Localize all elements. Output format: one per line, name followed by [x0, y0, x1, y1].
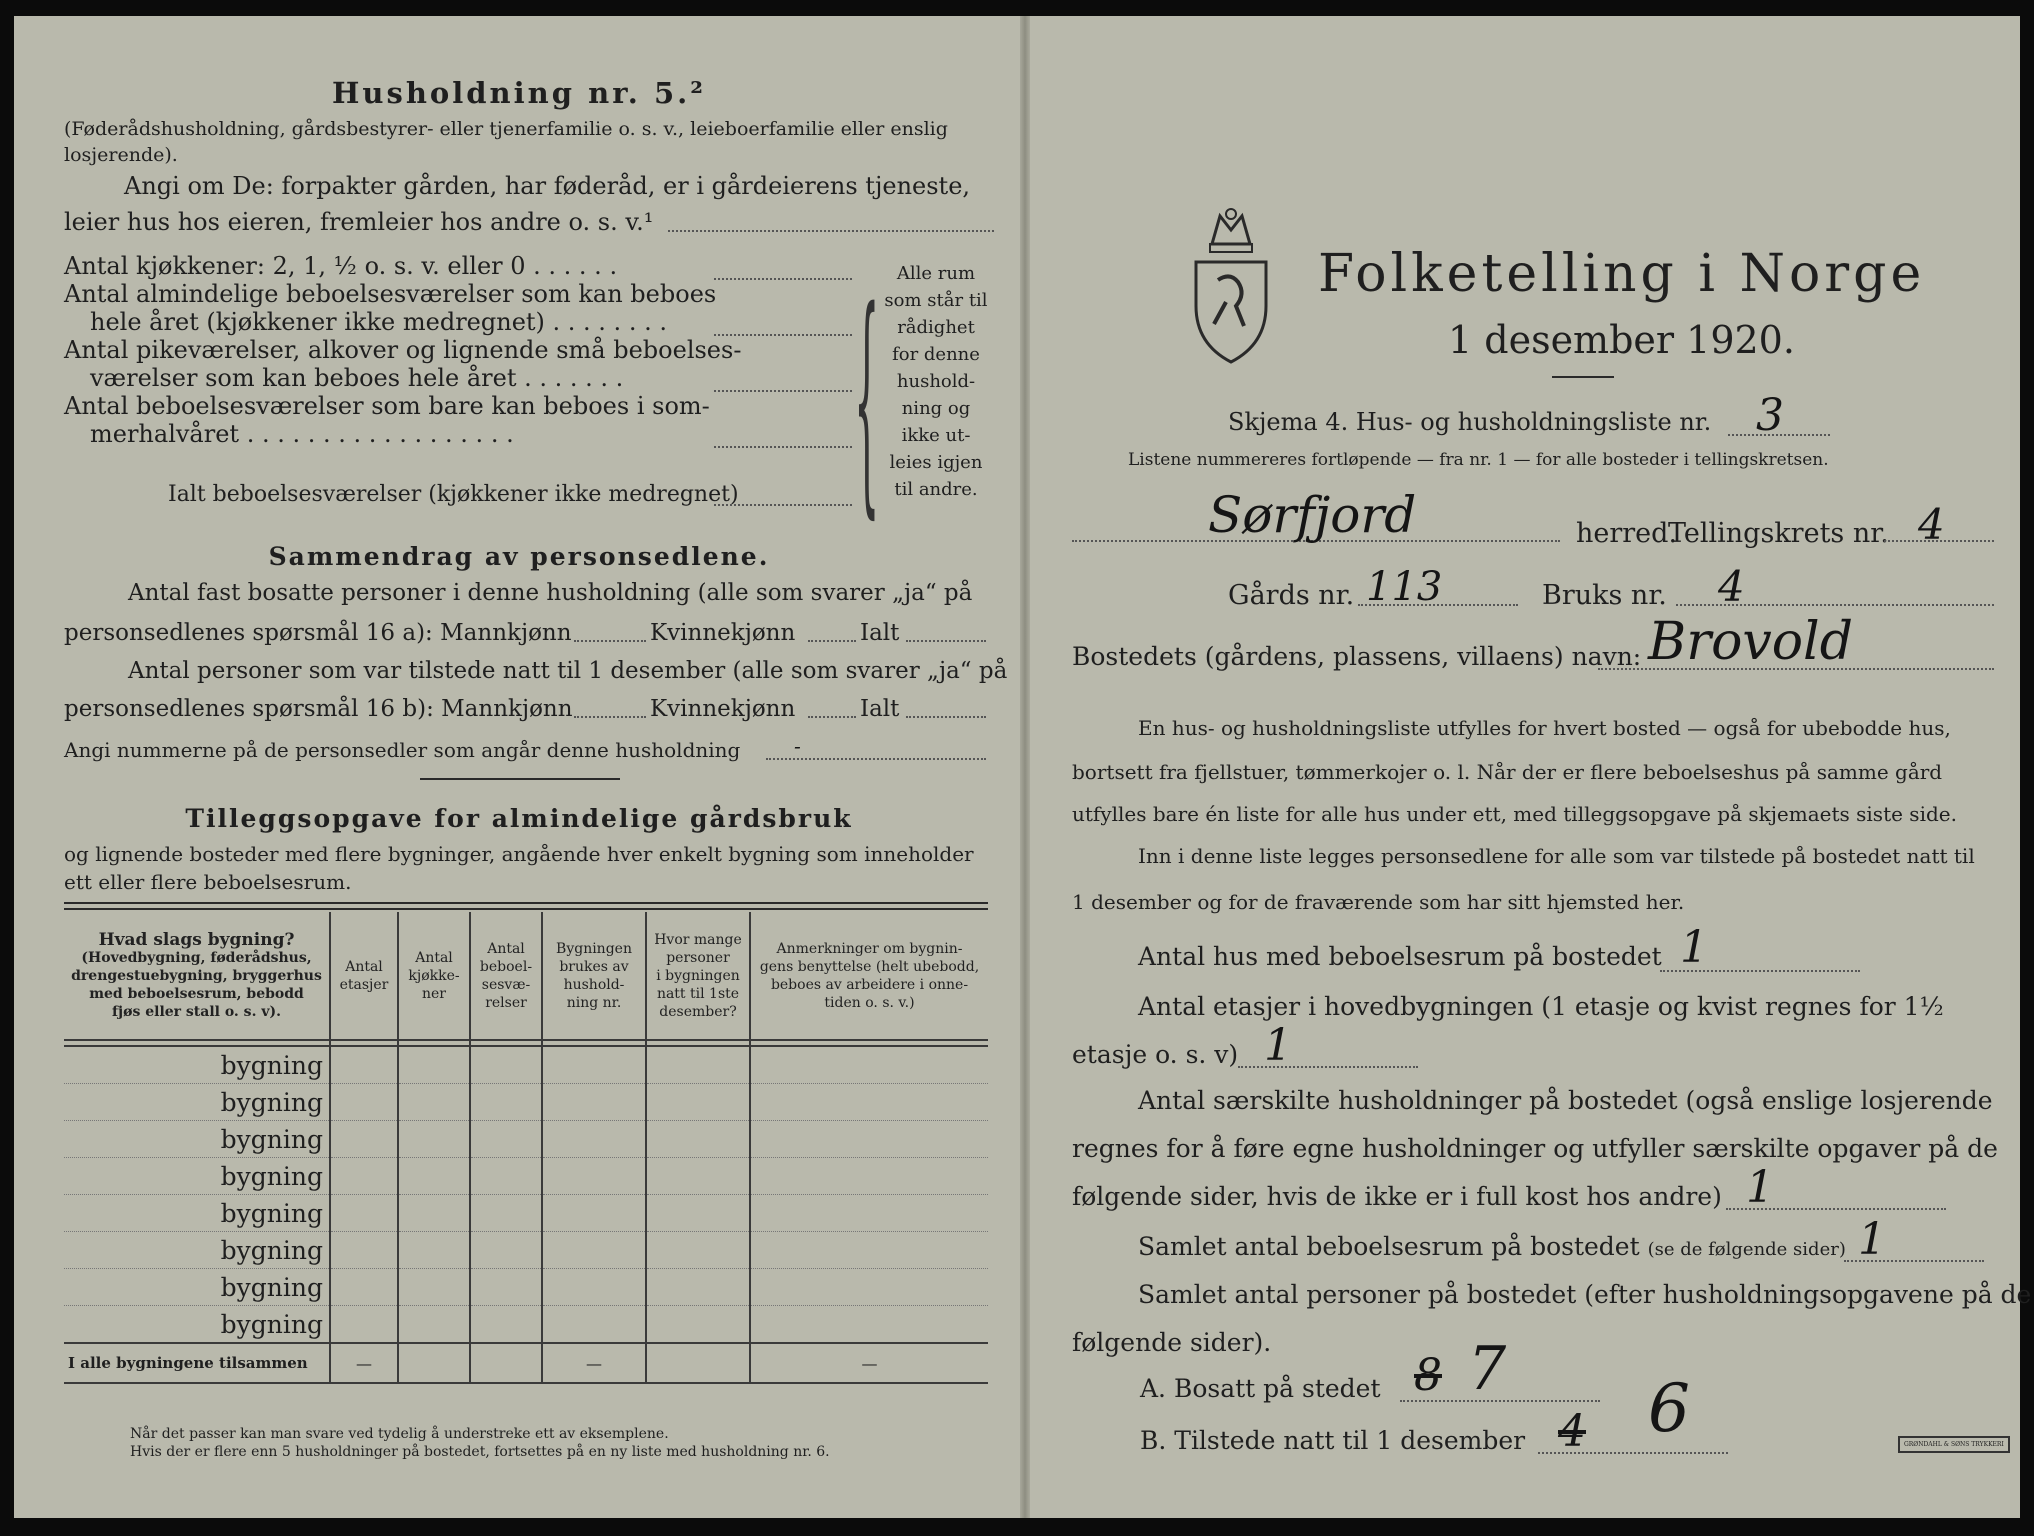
left-page — [14, 16, 1024, 1518]
separator — [420, 778, 620, 780]
p2-male-field[interactable] — [574, 716, 646, 718]
qb-label: B. Tilstede natt til 1 desember — [1140, 1426, 1526, 1455]
note-line: Alle rum — [896, 263, 976, 284]
census-form-sheet — [14, 16, 2032, 1518]
total-floors[interactable]: — — [330, 1343, 398, 1383]
table-top-rule-2 — [64, 908, 988, 910]
header-text: Hvad slags bygning? — [98, 929, 295, 950]
summary-p1-a: Antal fast bosatte personer i denne husholdning (alle som svarer „ja“ på — [128, 580, 973, 606]
p2-total-label: Ialt — [860, 696, 900, 722]
header-text: beboel- — [479, 958, 533, 975]
cell[interactable] — [750, 1121, 988, 1158]
cell[interactable] — [542, 1306, 646, 1344]
total-household[interactable]: — — [542, 1343, 646, 1383]
supplement-heading: Tilleggsopgave for almindelige gårdsbruk — [185, 804, 853, 833]
cell[interactable] — [470, 1121, 542, 1158]
header-text: Bygningen — [556, 940, 632, 957]
note-line: for denne — [892, 344, 980, 365]
total-kitchens[interactable] — [398, 1343, 470, 1383]
cell[interactable] — [330, 1046, 398, 1084]
cell[interactable] — [750, 1195, 988, 1232]
q4-label-small: (se de følgende sider) — [1647, 1239, 1846, 1260]
summary-heading: Sammendrag av personsedlene. — [268, 542, 770, 571]
coat-of-arms-icon — [1190, 206, 1272, 366]
row-label: bygning — [64, 1269, 330, 1306]
header-kitchens — [398, 912, 470, 1040]
q3-line-b: regnes for å føre egne husholdninger og utfyller særskilte opgaver på de — [1072, 1134, 1998, 1163]
schema-label: Skjema 4. Hus- og husholdningsliste nr. — [1228, 408, 1712, 436]
cell[interactable] — [750, 1269, 988, 1306]
q3-value: 1 — [1746, 1162, 1774, 1213]
note-line: ikke ut- — [901, 425, 971, 446]
row-label: bygning — [64, 1046, 330, 1084]
cell[interactable] — [750, 1158, 988, 1195]
total-rooms-field[interactable] — [714, 504, 852, 506]
cell[interactable] — [470, 1046, 542, 1084]
q1-value: 1 — [1680, 922, 1708, 973]
row-label: bygning — [64, 1306, 330, 1344]
bracket-icon: { — [854, 266, 880, 542]
cell[interactable] — [646, 1046, 750, 1084]
total-remarks[interactable]: — — [861, 1353, 878, 1373]
table-row — [64, 1046, 988, 1084]
p1-total-field[interactable] — [906, 640, 986, 642]
header-rooms — [470, 912, 542, 1040]
q4-value: 1 — [1858, 1214, 1886, 1265]
header-text: relser — [485, 994, 527, 1011]
note-line: til andre. — [894, 479, 978, 500]
main-title: Folketelling i Norge — [1318, 244, 1926, 304]
title-rule — [1552, 376, 1614, 378]
cell[interactable] — [470, 1306, 542, 1344]
schema-value: 3 — [1756, 390, 1784, 441]
p2-total-field[interactable] — [906, 716, 986, 718]
cell[interactable] — [750, 1084, 988, 1121]
common-rooms-line: Antal almindelige beboelsesværelser som kan beboes — [64, 280, 717, 308]
instruction-answer-line[interactable] — [668, 230, 994, 232]
cell[interactable] — [398, 1158, 470, 1195]
cell[interactable] — [470, 1158, 542, 1195]
row-label: bygning — [64, 1158, 330, 1195]
q4-label — [1138, 1232, 1846, 1261]
header-text: brukes av — [559, 958, 629, 975]
cell[interactable] — [470, 1195, 542, 1232]
header-text: kjøkke- — [408, 967, 460, 984]
table-row — [64, 1269, 988, 1306]
rooms-block — [64, 252, 741, 448]
summer-rooms-field[interactable] — [714, 446, 852, 448]
cell[interactable] — [398, 1046, 470, 1084]
bosted-value: Brovold — [1648, 612, 1853, 672]
qb-struck-value: 4 — [1558, 1406, 1586, 1457]
household-title: Husholdning nr. 5.² — [332, 76, 706, 110]
printer-mark: GRØNDAHL & SØNS TRYKKERI — [1898, 1436, 2010, 1453]
table-row — [64, 1084, 988, 1121]
table-total-row — [64, 1343, 988, 1383]
note-line: leies igjen — [889, 452, 983, 473]
qb-value: 6 — [1648, 1370, 1690, 1447]
qa-value: 7 — [1468, 1334, 1507, 1404]
instruction-line-2: leier hus hos eieren, fremleier hos andre o. s. v.¹ — [64, 208, 654, 236]
q3-line-a: Antal særskilte husholdninger på bostedet (også enslige losjerende — [1138, 1086, 1993, 1115]
p2-female-label: Kvinnekjønn — [650, 696, 796, 722]
census-date: 1 desember 1920. — [1448, 318, 1795, 362]
summary-p3: Angi nummerne på de personsedler som angår denne husholdning — [64, 738, 741, 762]
header-floors — [330, 912, 398, 1040]
cell[interactable] — [646, 1195, 750, 1232]
cell[interactable] — [330, 1269, 398, 1306]
table-row — [64, 1232, 988, 1269]
cell[interactable] — [470, 1232, 542, 1269]
cell[interactable] — [750, 1232, 988, 1269]
cell[interactable] — [330, 1121, 398, 1158]
note-line: rådighet — [897, 317, 975, 338]
header-household — [542, 912, 646, 1040]
cell[interactable] — [330, 1306, 398, 1344]
header-text: beboes av arbeidere i onne- — [770, 976, 969, 993]
q4-label-text: Samlet antal beboelsesrum på bostedet — [1138, 1232, 1640, 1261]
header-text: gens benyttelse (helt ubebodd, — [759, 958, 980, 975]
table-header — [64, 912, 988, 1040]
header-text: drengestuebygning, bryggerhus — [71, 967, 322, 984]
q2-value: 1 — [1264, 1020, 1292, 1071]
header-text: tiden o. s. v.) — [824, 994, 915, 1011]
cell[interactable] — [542, 1046, 646, 1084]
cell[interactable] — [330, 1084, 398, 1121]
krets-label: Tellingskrets nr. — [1668, 518, 1889, 549]
cell[interactable] — [542, 1084, 646, 1121]
cell[interactable] — [398, 1269, 470, 1306]
qa-struck-value: 8 — [1414, 1350, 1442, 1401]
header-text: (Hovedbygning, føderådshus, — [81, 949, 312, 966]
p1-female-field[interactable] — [808, 640, 856, 642]
total-rooms-line: Ialt beboelsesværelser (kjøkkener ikke medregnet) — [168, 482, 739, 507]
cell[interactable] — [398, 1232, 470, 1269]
header-text: etasjer — [339, 976, 389, 993]
supplement-text-1: og lignende bosteder med flere bygninger, angående hver enkelt bygning som inneholder — [64, 842, 974, 866]
schema-note: Listene nummereres fortløpende — fra nr. 1 — for alle bosteder i tellingskretsen. — [1128, 450, 1829, 470]
herred-label: herred. — [1576, 518, 1678, 549]
row-label: bygning — [64, 1232, 330, 1269]
header-text: fjøs eller stall o. s. v). — [112, 1003, 281, 1020]
p1-male-field[interactable] — [574, 640, 646, 642]
bruks-value: 4 — [1718, 562, 1745, 611]
cell[interactable] — [542, 1158, 646, 1195]
right-page — [1028, 16, 2032, 1518]
cell[interactable] — [542, 1121, 646, 1158]
cell[interactable] — [646, 1121, 750, 1158]
cell[interactable] — [646, 1232, 750, 1269]
gards-value: 113 — [1366, 564, 1443, 610]
cell[interactable] — [542, 1269, 646, 1306]
note-line: hushold- — [896, 371, 976, 392]
summary-p2-b: personsedlenes spørsmål 16 b): Mannkjønn — [64, 696, 573, 722]
instruction-line-1: Angi om De: forpakter gården, har føderåd, er i gårdeierens tjeneste, — [124, 172, 971, 200]
cell[interactable] — [542, 1232, 646, 1269]
common-rooms-field[interactable] — [714, 334, 852, 336]
cell[interactable] — [646, 1158, 750, 1195]
header-text: natt til 1ste — [656, 985, 740, 1002]
maid-rooms-line-2: værelser som kan beboes hele året . . . . . . . — [90, 364, 624, 392]
household-subtitle: (Føderådshusholdning, gårdsbestyrer- eller tjenerfamilie o. s. v., leieboerfamilie eller enslig losjerende). — [64, 118, 948, 166]
header-text: desember? — [659, 1003, 737, 1020]
cell[interactable] — [646, 1306, 750, 1344]
cell[interactable] — [750, 1046, 988, 1084]
header-text: sesvæ- — [481, 976, 531, 993]
table-top-rule — [64, 902, 988, 904]
q5-line-b: følgende sider). — [1072, 1328, 1272, 1357]
cell[interactable] — [330, 1195, 398, 1232]
kitchens-line: Antal kjøkkener: 2, 1, ½ o. s. v. eller 0 . . . . . . — [64, 252, 618, 280]
qa-label: A. Bosatt på stedet — [1140, 1374, 1381, 1403]
header-text: med beboelsesrum, bebodd — [89, 985, 304, 1002]
header-persons — [646, 912, 750, 1040]
note-line: som står til — [884, 290, 988, 311]
gards-label: Gårds nr. — [1228, 580, 1355, 611]
cell[interactable] — [542, 1195, 646, 1232]
footnote-2: Hvis der er flere enn 5 husholdninger på bostedet, fortsettes på en ny liste med husholdning nr. 6. — [130, 1444, 830, 1460]
cell[interactable] — [398, 1306, 470, 1344]
cell[interactable] — [330, 1158, 398, 1195]
maid-rooms-field[interactable] — [714, 390, 852, 392]
cell[interactable] — [470, 1084, 542, 1121]
table-row — [64, 1306, 988, 1344]
bruks-label: Bruks nr. — [1542, 580, 1667, 611]
p2-female-field[interactable] — [808, 716, 856, 718]
header-text: ning nr. — [566, 994, 622, 1011]
bracket-note — [876, 260, 996, 503]
row-label: bygning — [64, 1084, 330, 1121]
footnote-1: Når det passer kan man svare ved tydelig å understreke ett av eksemplene. — [130, 1426, 669, 1442]
header-text: Antal — [345, 958, 383, 975]
header-text: i bygningen — [656, 967, 740, 984]
table-row — [64, 1121, 988, 1158]
supplement-text-2: ett eller flere beboelsesrum. — [64, 870, 352, 894]
personsedler-field[interactable] — [766, 758, 986, 760]
summary-p2-a: Antal personer som var tilstede natt til 1 desember (alle som svarer „ja“ på — [128, 658, 1008, 684]
cell[interactable] — [398, 1121, 470, 1158]
row-label: bygning — [64, 1195, 330, 1232]
cell[interactable] — [398, 1084, 470, 1121]
cell[interactable] — [646, 1269, 750, 1306]
summary-p1-b: personsedlenes spørsmål 16 a): Mannkjønn — [64, 620, 572, 646]
info-line-4: Inn i denne liste legges personsedlene for alle som var tilstede på bostedet natt til — [1138, 844, 1975, 868]
summer-rooms-line: Antal beboelsesværelser som bare kan beboes i som- — [64, 392, 710, 420]
header-text: ner — [422, 985, 446, 1002]
q3-line-c: følgende sider, hvis de ikke er i full kost hos andre) — [1072, 1182, 1722, 1211]
q5-line-a: Samlet antal personer på bostedet (efter husholdningsopgavene på de — [1138, 1280, 2032, 1309]
header-building-type — [64, 912, 330, 1040]
summer-rooms-line-2: merhalvåret . . . . . . . . . . . . . . . . . . — [90, 420, 514, 448]
kitchens-field[interactable] — [714, 278, 852, 280]
krets-value: 4 — [1918, 500, 1945, 549]
header-text: Anmerkninger om bygnin- — [776, 940, 963, 957]
header-text: Hvor mange — [654, 931, 742, 948]
info-line-2: bortsett fra fjellstuer, tømmerkojer o. l. Når der er flere beboelseshus på samme gård — [1072, 760, 1943, 784]
p1-total-label: Ialt — [860, 620, 900, 646]
herred-value: Sørfjord — [1208, 486, 1417, 544]
q1-label: Antal hus med beboelsesrum på bostedet — [1138, 942, 1662, 971]
header-text: hushold- — [563, 976, 625, 993]
q2-label-b: etasje o. s. v) — [1072, 1040, 1239, 1069]
p1-female-label: Kvinnekjønn — [650, 620, 796, 646]
building-table — [64, 912, 988, 1384]
info-line-5: 1 desember og for de fraværende som har sitt hjemsted her. — [1072, 890, 1685, 914]
table-row — [64, 1158, 988, 1195]
header-remarks — [750, 912, 988, 1040]
cell[interactable] — [470, 1269, 542, 1306]
maid-rooms-line: Antal pikeværelser, alkover og lignende små beboelses- — [64, 336, 742, 364]
bosted-label: Bostedets (gårdens, plassens, villaens) navn: — [1072, 642, 1642, 671]
cell[interactable] — [330, 1232, 398, 1269]
info-line-3: utfylles bare én liste for alle hus under ett, med tilleggsopgave på skjemaets siste side. — [1072, 802, 1957, 826]
header-text: personer — [666, 949, 730, 966]
total-label: I alle bygningene tilsammen — [64, 1343, 330, 1383]
total-persons[interactable] — [646, 1343, 750, 1383]
header-text: Antal — [415, 949, 453, 966]
q2-label-a: Antal etasjer i hovedbygningen (1 etasje og kvist regnes for 1½ — [1138, 992, 1944, 1021]
note-line: ning og — [901, 398, 971, 419]
total-rooms[interactable] — [470, 1343, 542, 1383]
row-label: bygning — [64, 1121, 330, 1158]
common-rooms-line-2: hele året (kjøkkener ikke medregnet) . . . . . . . . — [90, 308, 667, 336]
header-text: Antal — [487, 940, 525, 957]
cell[interactable] — [750, 1306, 988, 1344]
cell[interactable] — [398, 1195, 470, 1232]
info-line-1: En hus- og husholdningsliste utfylles for hvert bosted — også for ubebodde hus, — [1138, 716, 1951, 740]
cell[interactable] — [646, 1084, 750, 1121]
personsedler-value: - — [794, 734, 801, 758]
table-row — [64, 1195, 988, 1232]
